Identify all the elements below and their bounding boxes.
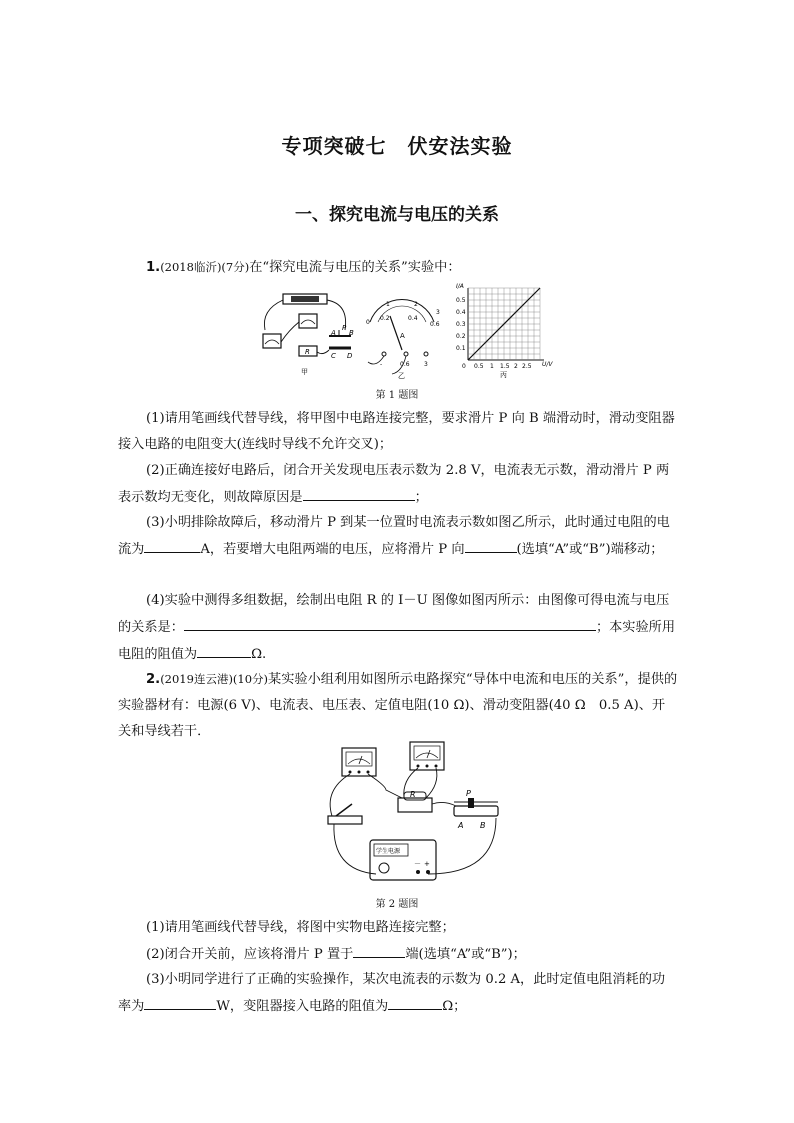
switch-icon xyxy=(328,816,362,824)
svg-text:C: C xyxy=(331,352,336,360)
q1-part1: (1)请用笔画线代替导线，将甲图中电路连接完整，要求滑片 P 向 B 端滑动时，滑动变阻器接入电路的电阻变大(连线时导线不允许交叉)； xyxy=(118,411,675,452)
q1-answer-blank-fault[interactable] xyxy=(303,484,415,501)
ytick-0-3: 0.3 xyxy=(456,321,466,328)
q1-answer-blank-current[interactable] xyxy=(144,536,200,553)
ytick-0-4: 0.4 xyxy=(456,309,466,316)
q2-intro-text: 某实验小组利用如图所示电路探究“导体中电流和电压的关系”，提供的实验器材有：电源(6 V)、电流表、电压表、定值电阻(10 Ω)、滑动变阻器(40 Ω 0.5 A)、开关和导线若干． xyxy=(118,672,678,739)
q2-number: 2. xyxy=(146,672,161,687)
rheostat-icon xyxy=(454,806,498,816)
svg-text:－: － xyxy=(414,860,421,868)
section-title: 一、探究电流与电压的关系 xyxy=(295,205,499,225)
figure-1-bing-graph xyxy=(448,280,560,380)
xtick-1: 1 xyxy=(490,363,494,370)
scale-2: 2 xyxy=(414,301,418,308)
fig-label-jia: 甲 xyxy=(301,368,308,376)
q1-part2-end: ； xyxy=(414,490,428,505)
xtick-2-5: 2.5 xyxy=(522,363,532,370)
scale-1: 1 xyxy=(386,301,390,308)
q2-part3-end: Ω； xyxy=(442,999,467,1014)
scale-0-4: 0.4 xyxy=(408,315,418,322)
figure-1-caption: 第 1 题图 xyxy=(375,390,419,401)
q2-source: (2019连云港)(10分) xyxy=(160,672,269,686)
q1-number: 1. xyxy=(146,260,161,275)
q2-answer-blank-power[interactable] xyxy=(144,993,216,1010)
q2-part3-text: (3)小明同学进行了正确的实验操作，某次电流表的示数为 0.2 A，此时定值电阻消耗的功率为 xyxy=(118,972,666,1014)
scale-3: 3 xyxy=(436,309,440,316)
q2-part3 xyxy=(118,967,678,1020)
q1-answer-blank-relation[interactable] xyxy=(184,614,596,631)
q1-part3-end: (选填“A”或“B”)端移动； xyxy=(516,542,664,557)
page-title: 专项突破七 伏安法实验 xyxy=(281,134,513,158)
fig-label-yi: 乙 xyxy=(398,372,405,380)
q1-answer-blank-resistance[interactable] xyxy=(197,641,251,658)
ytick-0-2: 0.2 xyxy=(456,333,466,340)
q2-answer-blank-end[interactable] xyxy=(353,941,405,958)
label-P: P xyxy=(466,789,471,798)
q1-part3-text: (3)小明排除故障后，移动滑片 P 到某一位置时电流表示数如图乙所示，此时通过电阻的电流为 xyxy=(118,515,670,557)
q1-part4 xyxy=(118,588,678,668)
terminal-3: 3 xyxy=(424,361,428,368)
xtick-1-5: 1.5 xyxy=(500,363,510,370)
power-supply-label: 学生电源 xyxy=(376,848,401,855)
q1-part4-end: Ω. xyxy=(251,647,267,662)
q1-part3 xyxy=(118,510,678,563)
ytick-0-5: 0.5 xyxy=(456,297,466,304)
scale-0-6: 0.6 xyxy=(430,321,440,328)
figure-2-caption: 第 2 题图 xyxy=(375,899,419,910)
q2-part2 xyxy=(118,941,678,968)
q1-source: (2018临沂)(7分) xyxy=(160,260,250,274)
q2-part2-text: (2)闭合开关前，应该将滑片 P 置于 xyxy=(146,947,354,962)
xtick-0: 0 xyxy=(462,363,466,370)
svg-text:+: + xyxy=(424,860,430,868)
q1-part2-text: (2)正确连接好电路后，闭合开关发现电压表示数为 2.8 V，电流表无示数，滑动滑片 P 两表示数均无变化，则故障原因是 xyxy=(118,463,670,505)
figure-1-yi-ammeter xyxy=(362,292,442,380)
svg-text:P: P xyxy=(342,324,347,332)
svg-text:B: B xyxy=(349,329,354,337)
svg-text:D: D xyxy=(347,352,353,360)
q2-part3-mid: W，变阻器接入电路的阻值为 xyxy=(216,999,389,1014)
graph-xlabel: U/V xyxy=(542,361,553,368)
graph-ylabel: I/A xyxy=(456,283,464,290)
terminal-0-6: 0.6 xyxy=(400,361,410,368)
q1-part2 xyxy=(118,458,678,511)
figure-2-circuit xyxy=(320,740,510,888)
svg-text:A: A xyxy=(331,329,336,337)
q2-part2-end: 端(选填“A”或“B”)； xyxy=(405,947,526,962)
svg-text:R: R xyxy=(305,348,310,356)
label-A: A xyxy=(458,821,464,830)
q1-part3-mid: A，若要增大电阻两端的电压，应将滑片 P 向 xyxy=(200,542,465,557)
scale-0: 0 xyxy=(366,319,370,326)
label-R: R xyxy=(410,790,416,799)
label-B: B xyxy=(480,821,486,830)
q2-part1: (1)请用笔画线代替导线，将图中实物电路连接完整； xyxy=(146,920,455,935)
terminal-minus: - xyxy=(380,361,383,368)
ytick-0-1: 0.1 xyxy=(456,345,466,352)
xtick-2: 2 xyxy=(514,363,518,370)
figure-1-jia xyxy=(255,290,360,380)
q1-part4-mid: ；本实验所用电阻的阻值为 xyxy=(118,620,676,662)
fig-label-bing: 丙 xyxy=(500,371,507,379)
scale-0-2: 0.2 xyxy=(380,315,390,322)
q2-answer-blank-resistance[interactable] xyxy=(388,993,442,1010)
ammeter-unit: A xyxy=(400,332,405,340)
q1-part4-text: (4)实验中测得多组数据，绘制出电阻 R 的 I－U 图像如图丙所示：由图像可得电流与电压的关系是： xyxy=(118,593,670,635)
xtick-0-5: 0.5 xyxy=(474,363,484,370)
q2-intro xyxy=(118,666,678,745)
q1-intro-line xyxy=(146,254,706,281)
q1-intro: 在“探究电流与电压的关系”实验中： xyxy=(249,260,461,275)
q1-answer-blank-direction[interactable] xyxy=(465,536,517,553)
